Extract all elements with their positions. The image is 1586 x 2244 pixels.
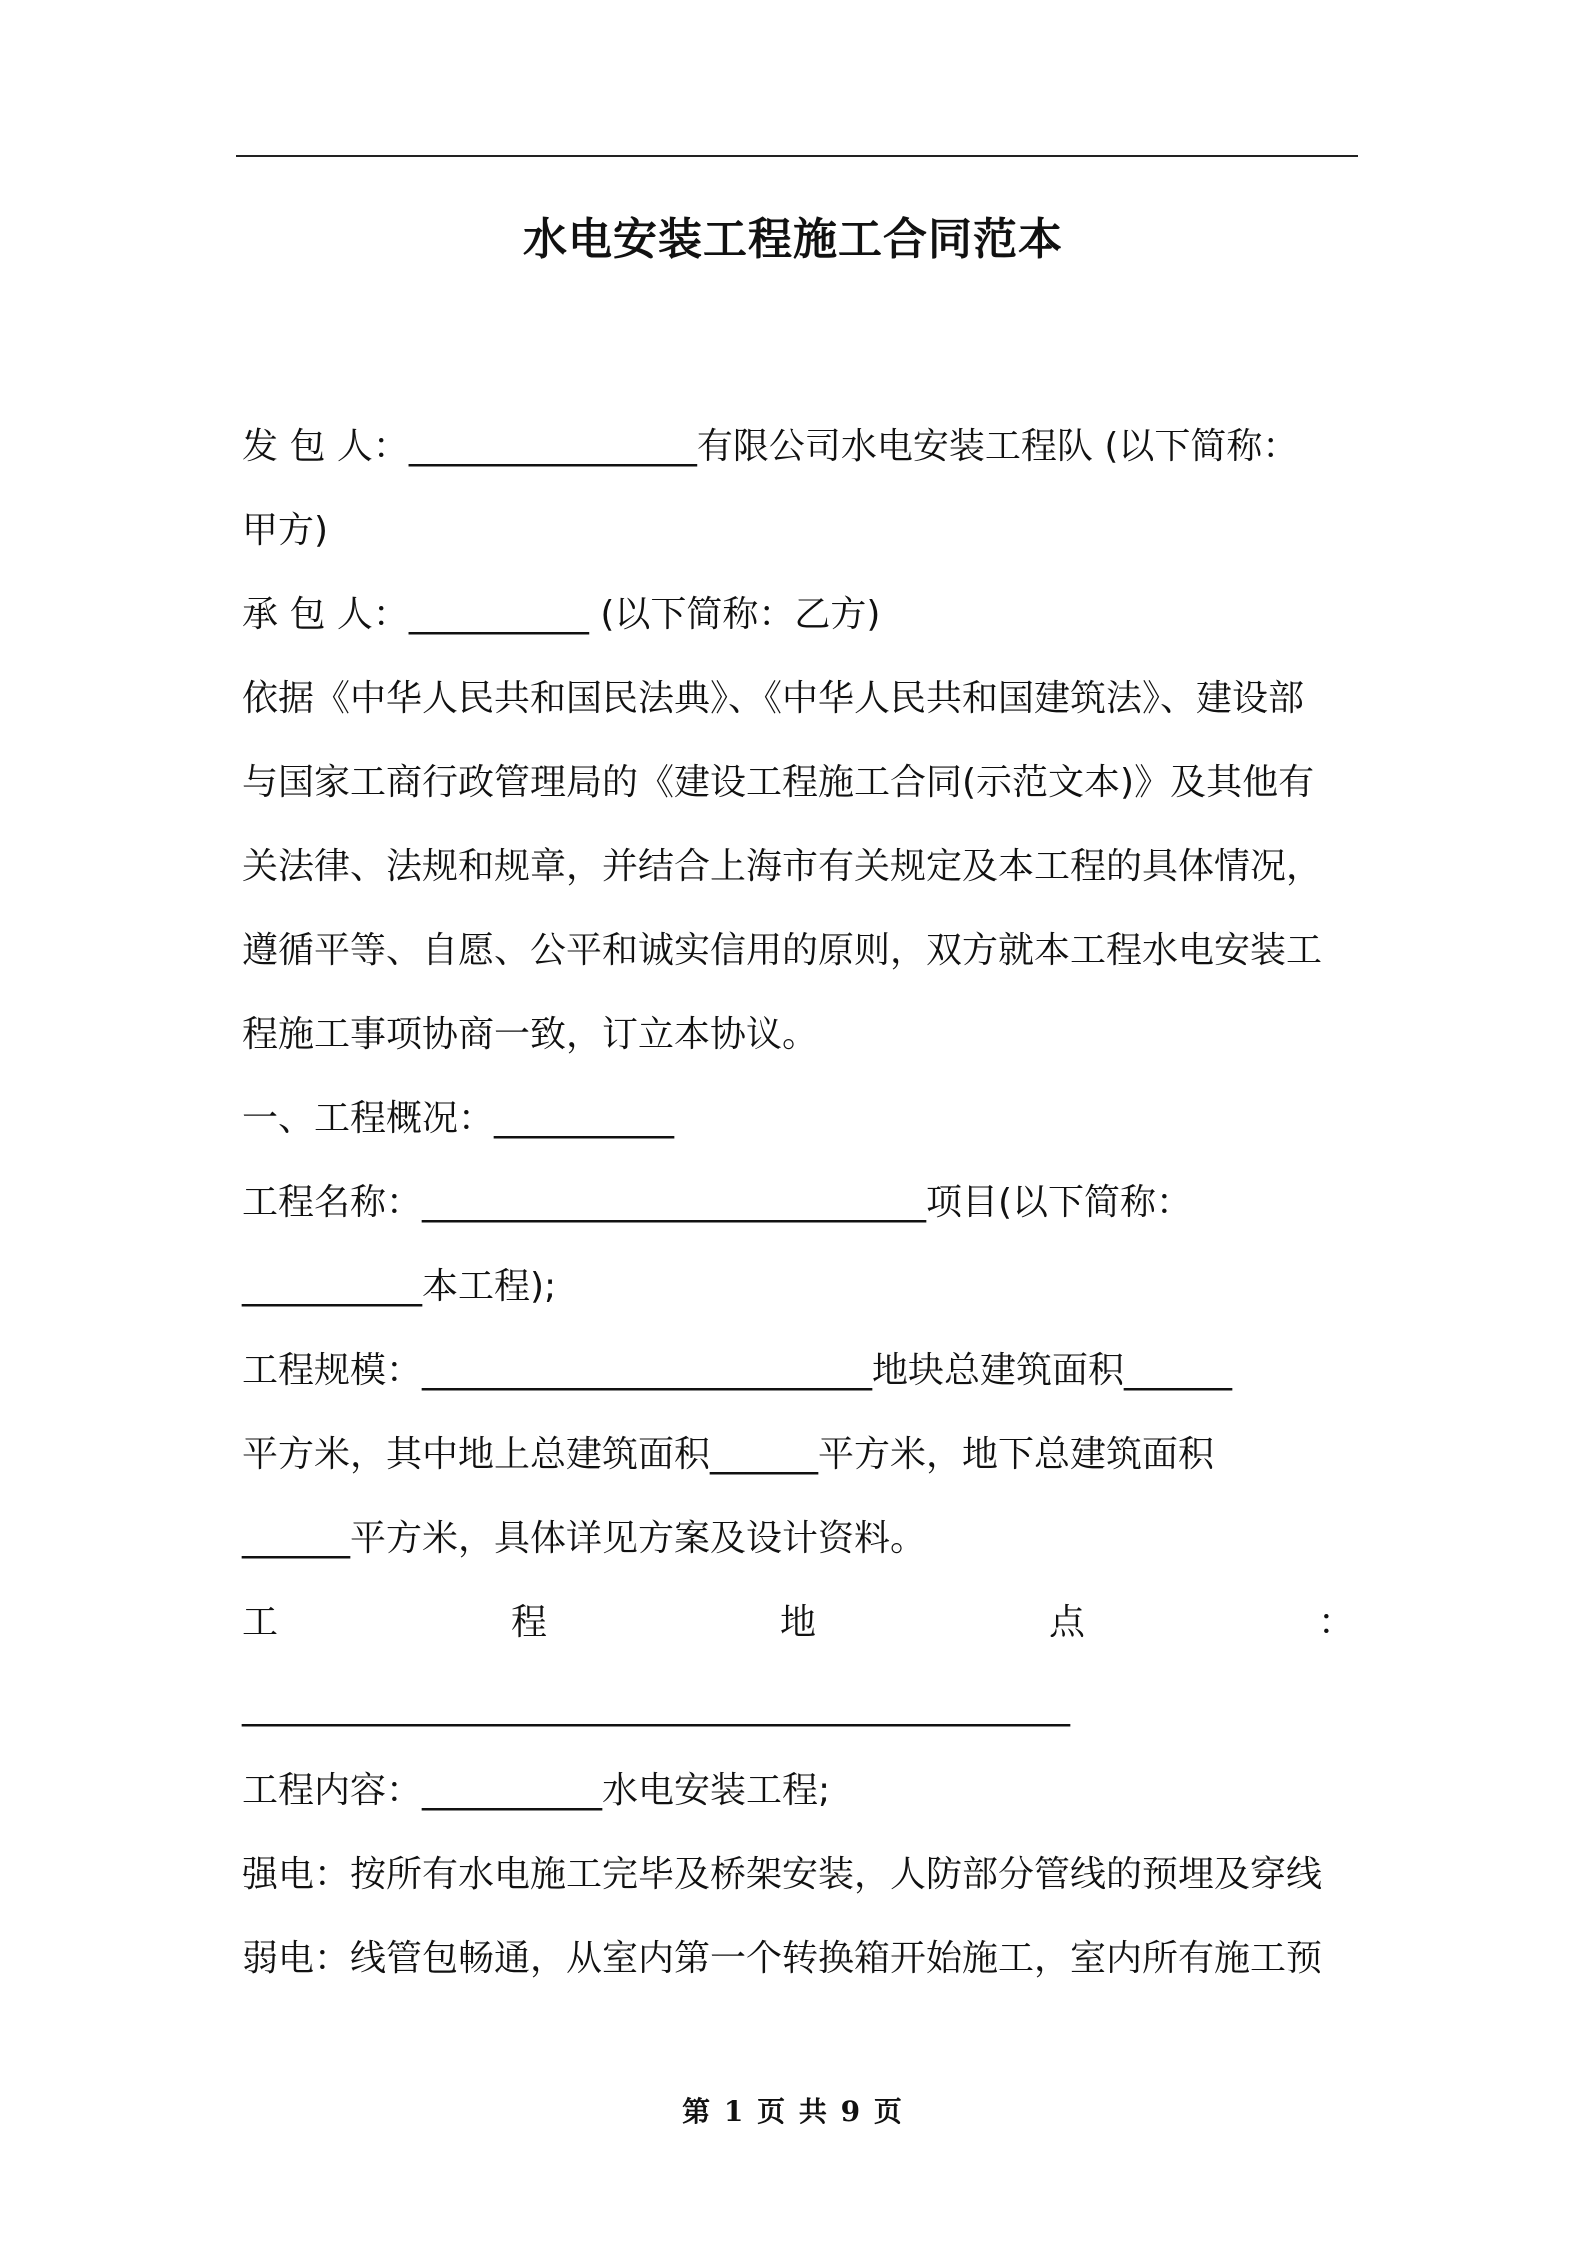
spread-char: 工: [242, 1602, 279, 1643]
paragraph-line: 关法律、法规和规章，并结合上海市有关规定及本工程的具体情况，: [242, 846, 1323, 887]
paragraph-line: 平方米，其中地上总建筑面积______平方米，地下总建筑面积: [242, 1434, 1215, 1475]
section-heading: 一、工程概况：__________: [242, 1098, 675, 1139]
paragraph-line: 工程名称：____________________________项目(以下简称：: [242, 1182, 1193, 1223]
document-title: 水电安装工程施工合同范本: [523, 214, 1063, 265]
paragraph-line: __________本工程);: [242, 1266, 557, 1307]
paragraph-line: 程施工事项协商一致，订立本协议。: [242, 1014, 819, 1055]
page-number: 第 1 页 共 9 页: [682, 2095, 904, 2128]
spread-char: 点: [1048, 1602, 1085, 1643]
paragraph-line: 发 包 人：________________有限公司水电安装工程队 (以下简称：: [242, 426, 1299, 467]
paragraph-line: 遵循平等、自愿、公平和诚实信用的原则，双方就本工程水电安装工: [242, 930, 1323, 971]
paragraph-line: 承 包 人：__________ (以下简称：乙方): [242, 594, 881, 635]
paragraph-line: 强电：按所有水电施工完毕及桥架安装，人防部分管线的预埋及穿线: [242, 1854, 1323, 1895]
header-rule: [236, 155, 1358, 157]
blank-fill-line: ______________________________________________: [242, 1686, 1070, 1727]
paragraph-line: 工程规模：_________________________地块总建筑面积______: [242, 1350, 1233, 1391]
paragraph-line: 与国家工商行政管理局的《建设工程施工合同(示范文本)》及其他有: [242, 762, 1315, 803]
paragraph-line: ______平方米，具体详见方案及设计资料。: [242, 1518, 927, 1559]
paragraph-line: 甲方): [242, 510, 329, 551]
paragraph-line: 依据《中华人民共和国民法典》、《中华人民共和国建筑法》、建设部: [242, 678, 1305, 719]
project-location-label: [242, 1581, 1354, 1665]
spread-char: 程: [510, 1602, 547, 1643]
spread-char: 地: [779, 1602, 816, 1643]
spread-char: ：: [1317, 1602, 1354, 1643]
paragraph-line: 弱电：线管包畅通，从室内第一个转换箱开始施工，室内所有施工预: [242, 1938, 1323, 1979]
paragraph-line: 工程内容：__________水电安装工程;: [242, 1770, 831, 1811]
document-body: [242, 405, 1354, 2001]
